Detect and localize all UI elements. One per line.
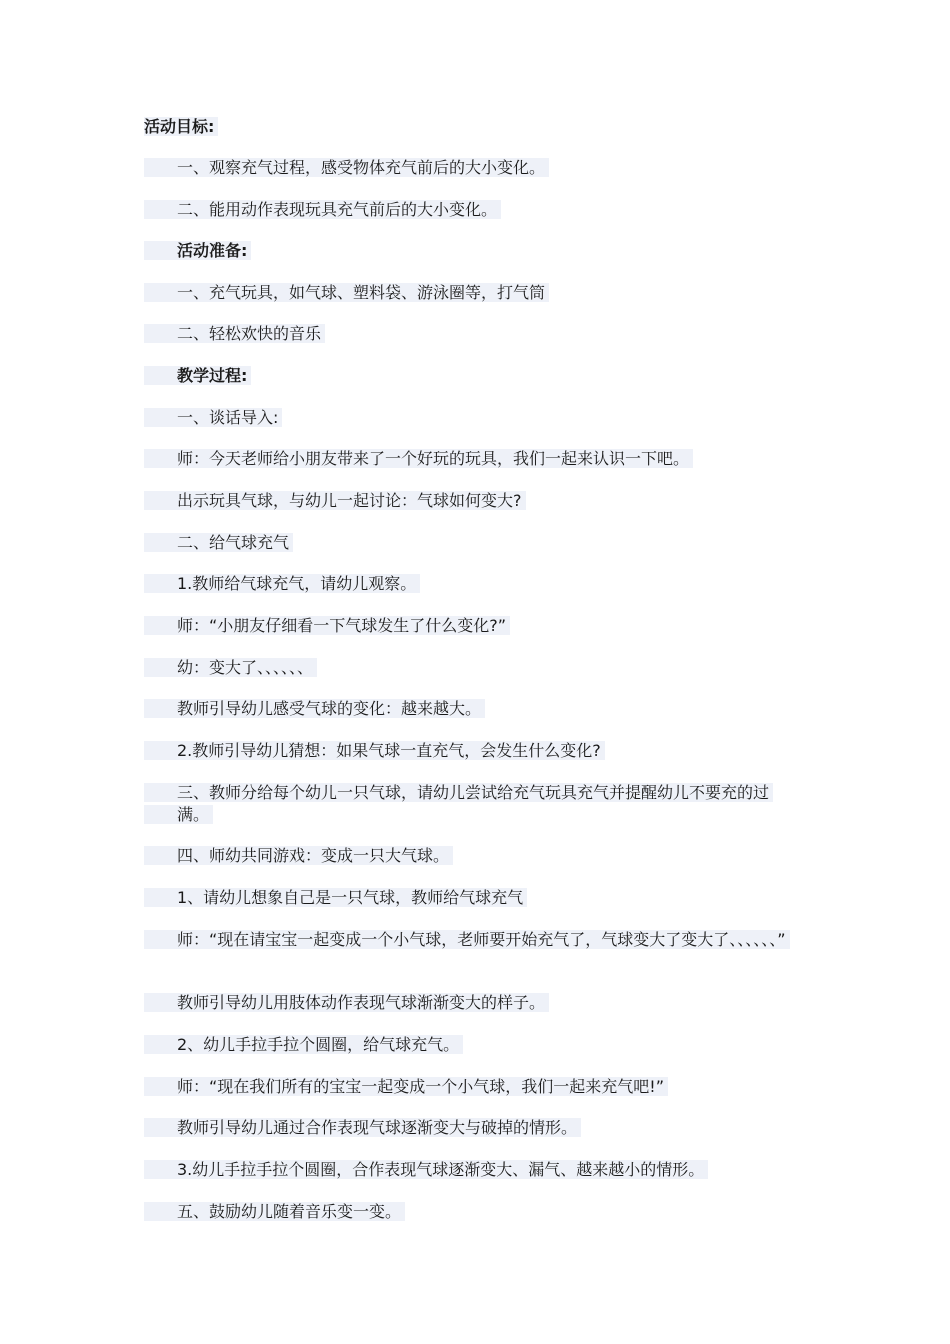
paragraph: 出示玩具气球，与幼儿一起讨论：气球如何变大? bbox=[144, 490, 804, 512]
paragraph: 1.教师给气球充气，请幼儿观察。 bbox=[144, 573, 804, 595]
paragraph: 教师引导幼儿通过合作表现气球逐渐变大与破掉的情形。 bbox=[144, 1117, 804, 1139]
heading-teaching-process: 教学过程: bbox=[144, 365, 804, 387]
paragraph: 2、幼儿手拉手拉个圆圈，给气球充气。 bbox=[144, 1034, 804, 1056]
paragraph: 1、请幼儿想象自己是一只气球，教师给气球充气 bbox=[144, 887, 804, 909]
paragraph: 教师引导幼儿感受气球的变化：越来越大。 bbox=[144, 698, 804, 720]
paragraph: 四、师幼共同游戏：变成一只大气球。 bbox=[144, 845, 804, 867]
paragraph: 五、鼓励幼儿随着音乐变一变。 bbox=[144, 1201, 804, 1223]
paragraph: 幼：变大了、、、、、、 bbox=[144, 657, 804, 679]
paragraph: 师：“现在我们所有的宝宝一起变成一个小气球，我们一起来充气吧!” bbox=[144, 1076, 804, 1098]
paragraph: 教师引导幼儿用肢体动作表现气球渐渐变大的样子。 bbox=[144, 992, 804, 1014]
paragraph: 二、轻松欢快的音乐 bbox=[144, 323, 804, 345]
paragraph: 师：今天老师给小朋友带来了一个好玩的玩具，我们一起来认识一下吧。 bbox=[144, 448, 804, 470]
heading-activity-preparation: 活动准备: bbox=[144, 240, 804, 262]
paragraph: 二、给气球充气 bbox=[144, 532, 804, 554]
paragraph: 三、教师分给每个幼儿一只气球，请幼儿尝试给充气玩具充气并提醒幼儿不要充的过满。 bbox=[144, 782, 804, 826]
paragraph: 二、能用动作表现玩具充气前后的大小变化。 bbox=[144, 199, 804, 221]
heading-activity-goals: 活动目标: bbox=[144, 116, 804, 138]
paragraph: 师：“小朋友仔细看一下气球发生了什么变化?” bbox=[144, 615, 804, 637]
paragraph: 师：“现在请宝宝一起变成一个小气球，老师要开始充气了，气球变大了变大了、、、、、、” bbox=[144, 929, 804, 951]
paragraph: 一、谈话导入: bbox=[144, 407, 804, 429]
paragraph: 一、充气玩具，如气球、塑料袋、游泳圈等，打气筒 bbox=[144, 282, 804, 304]
paragraph: 3.幼儿手拉手拉个圆圈，合作表现气球逐渐变大、漏气、越来越小的情形。 bbox=[144, 1159, 804, 1181]
paragraph: 2.教师引导幼儿猜想：如果气球一直充气，会发生什么变化? bbox=[144, 740, 804, 762]
paragraph: 一、观察充气过程，感受物体充气前后的大小变化。 bbox=[144, 157, 804, 179]
